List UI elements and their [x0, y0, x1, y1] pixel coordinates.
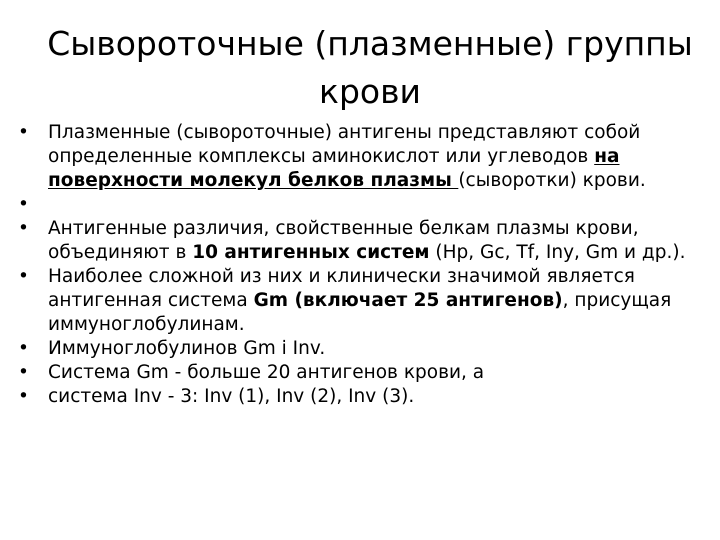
bullet-item-2: [18, 217, 708, 265]
bullet-item-1: [18, 121, 708, 193]
title-line-1: Сывороточные (плазменные) группы: [47, 24, 693, 63]
bullet-3-text: Наиболее сложной из них и клинически значимой является антигенная система: [48, 266, 635, 311]
bullet-1-underlined: на поверхности молекул белков плазмы: [48, 146, 620, 191]
bullet-item-4: • Иммуноглобулинов Gm і Inv.: [18, 337, 708, 361]
bullet-3-bold: Gm (включает 25 антигенов): [253, 290, 563, 311]
bullet-2-text: Антигенные различия, свойственные белкам плазмы крови, объединяют в: [48, 218, 639, 263]
bullet-list: [18, 121, 708, 409]
bullet-1-text: Плазменные (сывороточные) антигены представляют собой определенные комплексы аминокислот или углеводов: [48, 122, 641, 167]
slide-title: [20, 20, 720, 116]
bullet-3-tail: , присущая иммуноглобулинам.: [48, 290, 672, 335]
bullet-item-3: [18, 265, 708, 337]
bullet-1-tail: (сыворотки) крови.: [458, 170, 646, 191]
bullet-item-empty: [18, 193, 708, 217]
bullet-item-5: • Система Gm - больше 20 антигенов крови, а: [18, 361, 708, 385]
bullet-2-tail: (Hp, Gc, Tf, Iny, Gm и др.).: [429, 242, 686, 263]
bullet-item-6: • система Inv - 3: Inv (1), Inv (2), Inv (3).: [18, 385, 708, 409]
bullet-2-bold: 10 антигенных систем: [192, 242, 430, 263]
title-line-2: крови: [319, 72, 421, 111]
